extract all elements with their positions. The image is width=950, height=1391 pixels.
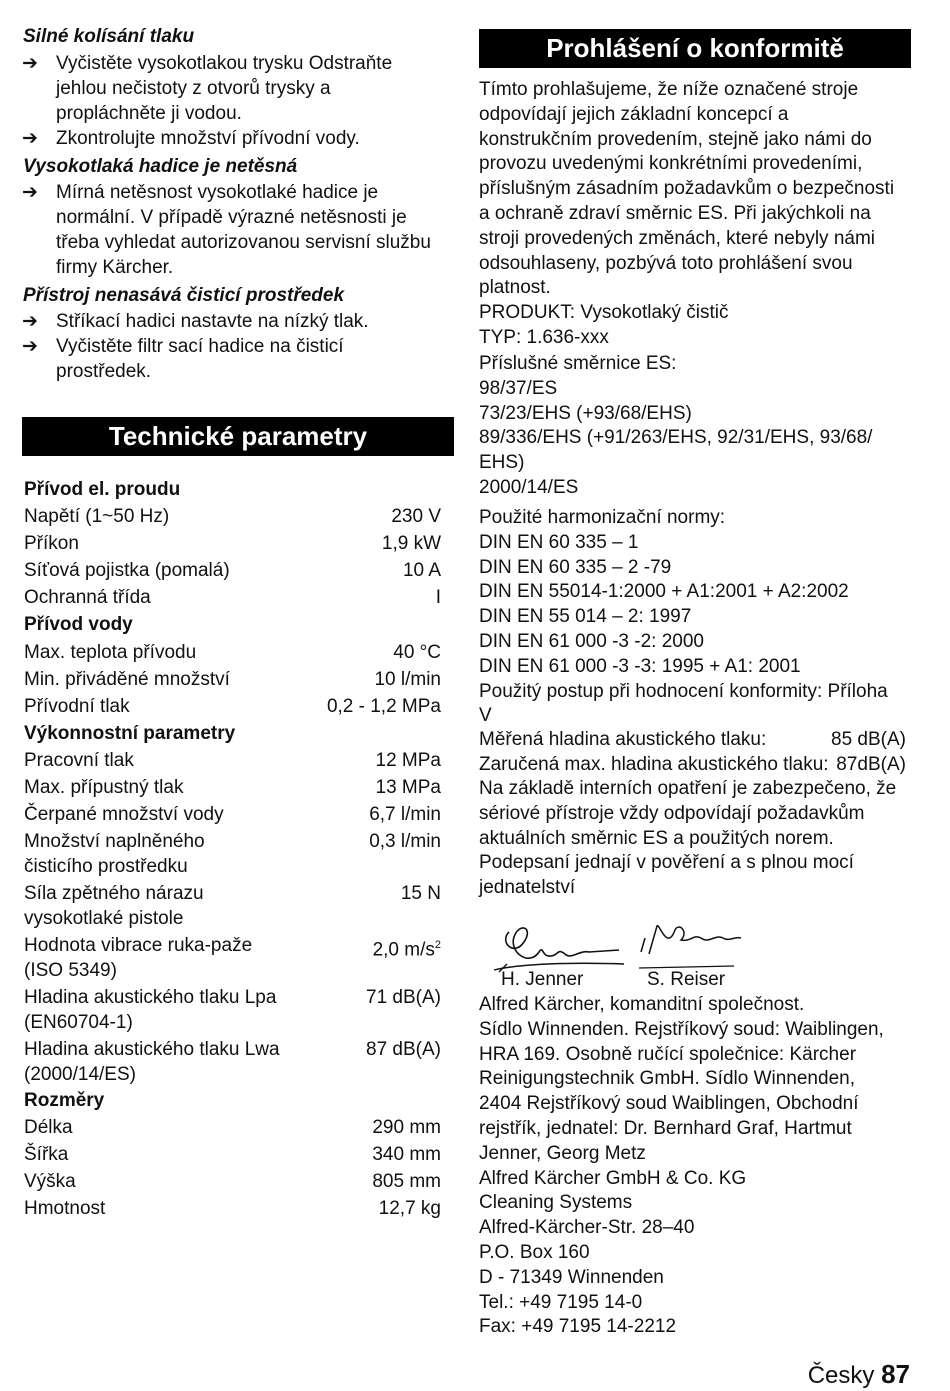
company-info-line: Sídlo Winnenden. Rejstříkový soud: Waiblingen,	[479, 1018, 884, 1040]
parameter-value	[393, 640, 441, 665]
arrow-icon: ➔	[22, 182, 38, 203]
parameter-label: Ochranná třída	[24, 587, 151, 608]
parameter-value	[379, 1196, 441, 1221]
parameter-value-text: 10 A	[402, 560, 441, 581]
arrow-icon: ➔	[22, 311, 38, 332]
parameter-value	[373, 933, 441, 962]
declaration-line: V	[479, 705, 492, 727]
technical-parameters-heading: Technické parametry	[22, 417, 454, 456]
parameter-label: Síla zpětného nárazu	[24, 883, 204, 904]
parameter-value	[372, 1115, 441, 1140]
declaration-line: Na základě interních opatření je zabezpečeno, že	[479, 778, 897, 799]
parameter-value-text: 0,2 - 1,2 MPa	[326, 696, 441, 717]
remedy-line: normální. V případě výrazné netěsnosti je	[56, 207, 407, 228]
parameter-label: Čerpané množství vody	[24, 804, 224, 825]
declaration-line: Tímto prohlašujeme, že níže označené stroje	[479, 79, 859, 100]
remedy-line: jehlou nečistoty z otvorů trysky a	[56, 78, 331, 99]
parameter-value	[366, 1037, 441, 1062]
parameter-label: Množství naplněného	[24, 831, 205, 852]
parameter-value-text: I	[435, 587, 441, 608]
parameter-value-text: 340 mm	[372, 1144, 441, 1165]
declaration-line: PRODUKT: Vysokotlaký čistič	[479, 302, 729, 324]
declaration-line: DIN EN 60 335 – 2 -79	[479, 556, 672, 578]
declaration-line: DIN EN 61 000 -3 -2: 2000	[479, 631, 704, 652]
signatory-name: S. Reiser	[647, 969, 726, 990]
declaration-line: 2000/14/ES	[479, 477, 579, 498]
company-info-line: Jenner, Georg Metz	[479, 1142, 646, 1164]
parameter-label: Hladina akustického tlaku Lpa	[24, 987, 277, 1008]
parameter-value	[366, 985, 441, 1010]
company-info-line: Reinigungstechnik GmbH. Sídlo Winnenden,	[479, 1068, 855, 1090]
parameter-label: Min. přiváděné množství	[24, 669, 230, 690]
parameter-value	[327, 694, 441, 719]
parameter-value	[376, 775, 441, 800]
declaration-line: platnost.	[479, 277, 551, 299]
parameter-label: Výška	[24, 1171, 76, 1192]
troubleshooting-title: Silné kolísání tlaku	[23, 26, 195, 47]
parameter-value-text: 6,7 l/min	[369, 804, 441, 825]
parameter-label: Přívodní tlak	[24, 696, 130, 717]
declaration-line: Použité harmonizační normy:	[479, 507, 726, 528]
company-info-line: HRA 169. Osobně ručící společnice: Kärcher	[479, 1043, 857, 1065]
declaration-line: příslušným zásadním požadavkům o bezpečnosti	[479, 178, 895, 200]
parameter-value	[369, 802, 441, 827]
parameter-label: Hladina akustického tlaku Lwa	[24, 1039, 280, 1060]
declaration-line: TYP: 1.636-xxx	[479, 327, 609, 348]
parameter-value-superscript: 2	[434, 939, 441, 951]
remedy-line: Vyčistěte filtr sací hadice na čisticí	[56, 336, 344, 357]
declaration-line: 89/336/EHS (+91/263/EHS, 92/31/EHS, 93/68/	[479, 427, 873, 449]
parameter-label: vysokotlaké pistole	[24, 908, 184, 929]
parameter-value-text: 1,9 kW	[381, 533, 441, 554]
parameter-value-text: 10 l/min	[374, 669, 441, 690]
declaration-line: stroji provedených změnách, které nebyly námi	[479, 227, 876, 249]
declaration-line: aktuálních směrnic ES a použitých norem.	[479, 827, 834, 849]
parameter-label: Síťová pojistka (pomalá)	[24, 560, 230, 581]
troubleshooting-title: Přístroj nenasává čisticí prostředek	[23, 285, 345, 306]
remedy-line: Zkontrolujte množství přívodní vody.	[56, 128, 360, 149]
parameter-label: Délka	[24, 1117, 73, 1138]
declaration-line: DIN EN 61 000 -3 -3: 1995 + A1: 2001	[479, 655, 801, 677]
remedy-line: Vyčistěte vysokotlakou trysku Odstraňte	[56, 53, 393, 74]
company-info-line: Alfred Kärcher, komanditní společnost.	[479, 994, 805, 1015]
parameter-group-heading: Rozměry	[24, 1090, 105, 1111]
parameter-value-text: 2,0 m/s	[372, 939, 435, 961]
parameter-value-text: 12,7 kg	[378, 1198, 441, 1219]
parameter-value-text: 71 dB(A)	[366, 987, 441, 1008]
arrow-icon: ➔	[22, 53, 38, 74]
conformity-heading: Prohlášení o konformitě	[479, 29, 911, 68]
declaration-line: DIN EN 60 335 – 1	[479, 531, 639, 553]
parameter-label: Příkon	[24, 533, 79, 554]
parameter-label: Hmotnost	[24, 1198, 106, 1219]
parameter-value-text: 40 °C	[393, 642, 441, 663]
parameter-label: Max. teplota přívodu	[24, 642, 197, 663]
company-info-line: Fax: +49 7195 14-2212	[479, 1316, 677, 1338]
parameter-label: (2000/14/ES)	[24, 1064, 136, 1085]
remedy-line: Mírná netěsnost vysokotlaké hadice je	[56, 182, 379, 203]
parameter-value	[374, 667, 441, 692]
parameter-label: čisticího prostředku	[24, 856, 188, 877]
declaration-line: DIN EN 55 014 – 2: 1997	[479, 606, 692, 628]
remedy-line: firmy Kärcher.	[56, 257, 174, 278]
parameter-label: Šířka	[24, 1144, 69, 1165]
parameter-label: (ISO 5349)	[24, 960, 117, 981]
sound-level-value: 85 dB(A)	[831, 729, 906, 750]
declaration-line: a ochraně zdraví směrnic ES. Při jakýchkoli na	[479, 203, 871, 224]
parameter-value-text: 15 N	[400, 883, 441, 904]
parameter-value-text: 230 V	[391, 506, 441, 527]
signatory-name: H. Jenner	[501, 969, 584, 990]
company-info-line: 2404 Rejstříkový soud Waiblingen, Obchodní	[479, 1093, 859, 1115]
declaration-line: odpovídají jejich základní koncepcí a	[479, 103, 789, 125]
parameter-label: (EN60704-1)	[24, 1012, 133, 1033]
parameter-label: Pracovní tlak	[24, 750, 134, 771]
footer-language: Česky	[807, 1362, 875, 1389]
company-info-line: D - 71349 Winnenden	[479, 1266, 664, 1288]
declaration-line: DIN EN 55014-1:2000 + A1:2001 + A2:2002	[479, 581, 849, 603]
parameter-value	[369, 829, 441, 854]
arrow-icon: ➔	[22, 336, 38, 357]
remedy-line: třeba vyhledat autorizovanou servisní službu	[56, 232, 431, 253]
declaration-line: sériové přístroje vždy odpovídají požadavkům	[479, 802, 865, 824]
remedy-line: prostředek.	[56, 361, 152, 382]
parameter-value	[376, 748, 441, 773]
parameter-value	[372, 1142, 441, 1167]
parameter-value-text: 13 MPa	[375, 777, 441, 798]
declaration-line: EHS)	[479, 452, 525, 474]
remedy-line: Stříkací hadici nastavte na nízký tlak.	[56, 311, 369, 332]
page-number: 87	[881, 1359, 910, 1389]
declaration-line: 73/23/EHS (+93/68/EHS)	[479, 402, 692, 424]
parameter-group-heading: Přívod vody	[24, 614, 133, 635]
page-footer	[808, 1359, 910, 1391]
parameter-value	[372, 1169, 441, 1194]
company-info-line: P.O. Box 160	[479, 1242, 590, 1263]
sound-level-label: Měřená hladina akustického tlaku:	[479, 729, 767, 750]
declaration-line: odsouhlaseny, pozbývá toto prohlášení svou	[479, 252, 853, 274]
parameter-label: Hodnota vibrace ruka-paže	[24, 935, 253, 956]
declaration-line: Použitý postup při hodnocení konformity: Příloha	[479, 680, 888, 702]
parameter-group-heading: Výkonnostní parametry	[24, 723, 236, 744]
company-info-line: rejstřík, jednatel: Dr. Bernhard Graf, Hartmut	[479, 1118, 852, 1139]
signature-block	[479, 912, 779, 997]
arrow-icon: ➔	[22, 128, 38, 149]
declaration-line: konstrukčním provedením, stejně jako námi do	[479, 128, 872, 150]
parameter-value-text: 0,3 l/min	[369, 831, 441, 852]
parameter-label: Napětí (1~50 Hz)	[24, 506, 170, 527]
parameter-value-text: 12 MPa	[375, 750, 441, 771]
company-info-line: Cleaning Systems	[479, 1192, 633, 1214]
parameter-value-text: 805 mm	[372, 1171, 441, 1192]
parameter-value	[401, 881, 441, 906]
parameter-value	[403, 558, 441, 583]
sound-level-value: 87dB(A)	[836, 754, 906, 775]
declaration-line: jednatelství	[479, 877, 576, 899]
parameter-label: Max. přípustný tlak	[24, 777, 184, 798]
sound-level-label: Zaručená max. hladina akustického tlaku:	[479, 754, 829, 775]
troubleshooting-title: Vysokotlaká hadice je netěsná	[23, 156, 298, 177]
parameter-value-text: 87 dB(A)	[366, 1039, 441, 1060]
parameter-value	[391, 504, 441, 529]
company-info-line: Alfred-Kärcher-Str. 28–40	[479, 1217, 695, 1239]
declaration-line: provozu uvedenými konkrétními provedeními,	[479, 153, 863, 175]
parameter-group-heading: Přívod el. proudu	[24, 479, 181, 500]
parameter-value	[382, 531, 441, 556]
declaration-line: 98/37/ES	[479, 377, 558, 399]
parameter-value	[436, 585, 441, 610]
declaration-line: Příslušné směrnice ES:	[479, 353, 677, 374]
remedy-line: propláchněte ji vodou.	[56, 103, 242, 124]
company-info-line: Alfred Kärcher GmbH & Co. KG	[479, 1167, 747, 1189]
company-info-line: Tel.: +49 7195 14-0	[479, 1291, 643, 1313]
declaration-line: Podepsaní jednají v pověření a s plnou mocí	[479, 852, 854, 874]
parameter-value-text: 290 mm	[372, 1117, 441, 1138]
